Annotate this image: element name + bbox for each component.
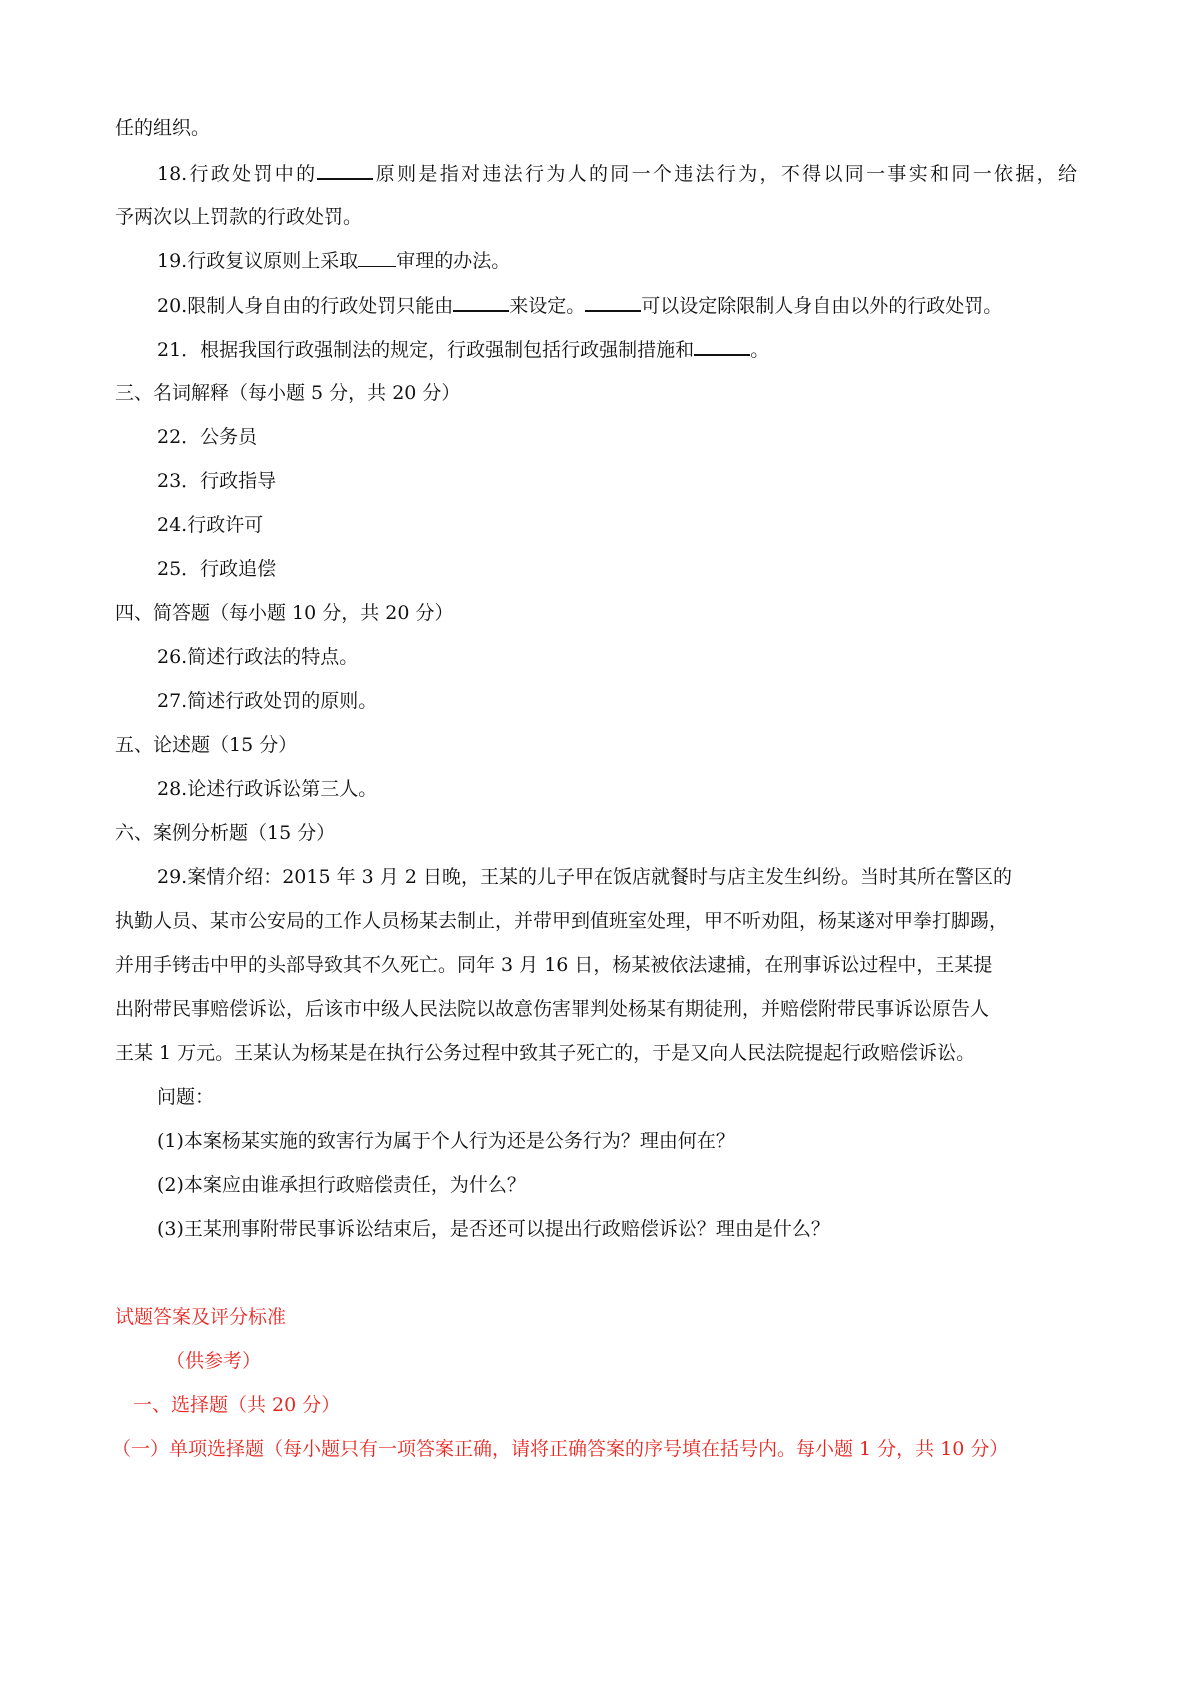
question-21-end: 。 [750, 339, 770, 361]
answer-subsection-heading: （一）单项选择题（每小题只有一项答案正确，请将正确答案的序号填在括号内。每小题 1 分，共 10 分） [112, 1438, 1009, 1460]
text-line: 任的组织。 [115, 117, 211, 139]
answer-blank [694, 336, 750, 356]
question-20-mid: 来设定。 [509, 295, 586, 317]
question-19 [157, 248, 510, 274]
case-paragraph-line: 王某 1 万元。王某认为杨某是在执行公务过程中致其子死亡的，于是又向人民法院提起行政赔偿诉讼。 [115, 1042, 976, 1064]
question-18-text: 原则是指对违法行为人的同一个违法行为，不得以同一事实和同一依据，给 [373, 163, 1077, 185]
question-20 [157, 292, 1002, 319]
case-paragraph-line: 出附带民事赔偿诉讼，后该市中级人民法院以故意伤害罪判处杨某有期徒刑，并赔偿附带民事诉讼原告人 [115, 998, 990, 1020]
question-21 [157, 336, 769, 363]
answer-blank [453, 292, 509, 312]
section-5-heading: 五、论述题（15 分） [115, 734, 298, 756]
question-27: 27.简述行政处罚的原则。 [157, 690, 378, 712]
answer-blank [585, 292, 641, 312]
case-paragraph-line: 执勤人员、某市公安局的工作人员杨某去制止，并带甲到值班室处理，甲不听劝阻，杨某遂对甲拳打脚踢， [115, 910, 1009, 932]
question-26: 26.简述行政法的特点。 [157, 646, 359, 668]
section-6-heading: 六、案例分析题（15 分） [115, 822, 336, 844]
question-18-line2: 予两次以上罚款的行政处罚。 [115, 206, 363, 228]
question-18-line1 [157, 160, 1077, 187]
case-paragraph-line: 并用手铐击中甲的头部导致其不久死亡。同年 3 月 16 日，杨某被依法逮捕，在刑事诉讼过程中，王某提 [115, 954, 993, 976]
answer-blank [317, 160, 373, 180]
question-28: 28.论述行政诉讼第三人。 [157, 778, 378, 800]
sub-question-1: (1)本案杨某实施的致害行为属于个人行为还是公务行为？理由何在？ [157, 1130, 735, 1152]
question-19-prefix: 19.行政复议原则上采取 [157, 250, 359, 272]
answer-section-1-heading: 一、选择题（共 20 分） [133, 1394, 341, 1416]
sub-question-3: (3)王某刑事附带民事诉讼结束后，是否还可以提出行政赔偿诉讼？理由是什么？ [157, 1218, 830, 1240]
questions-label: 问题： [157, 1086, 215, 1108]
answer-title: 试题答案及评分标准 [115, 1306, 287, 1328]
question-24: 24.行政许可 [157, 514, 264, 536]
question-23: 23．行政指导 [157, 470, 277, 492]
question-21-prefix: 21．根据我国行政强制法的规定，行政强制包括行政强制措施和 [157, 339, 695, 361]
question-20-prefix: 20.限制人身自由的行政处罚只能由 [157, 295, 454, 317]
sub-question-2: (2)本案应由谁承担行政赔偿责任，为什么？ [157, 1174, 526, 1196]
question-22: 22．公务员 [157, 426, 258, 448]
case-paragraph-line: 29.案情介绍：2015 年 3 月 2 日晚，王某的儿子甲在饭店就餐时与店主发生纠纷。当时其所在警区的 [157, 866, 1012, 888]
section-4-heading: 四、简答题（每小题 10 分，共 20 分） [115, 602, 454, 624]
section-3-heading: 三、名词解释（每小题 5 分，共 20 分） [115, 382, 461, 404]
answer-reference-note: （供参考） [166, 1350, 262, 1372]
question-20-text: 可以设定除限制人身自由以外的行政处罚。 [641, 295, 1003, 317]
question-18-prefix: 18.行政处罚中的 [157, 163, 318, 185]
question-19-text: 审理的办法。 [396, 250, 511, 272]
answer-blank [358, 248, 396, 267]
question-25: 25．行政追偿 [157, 558, 277, 580]
